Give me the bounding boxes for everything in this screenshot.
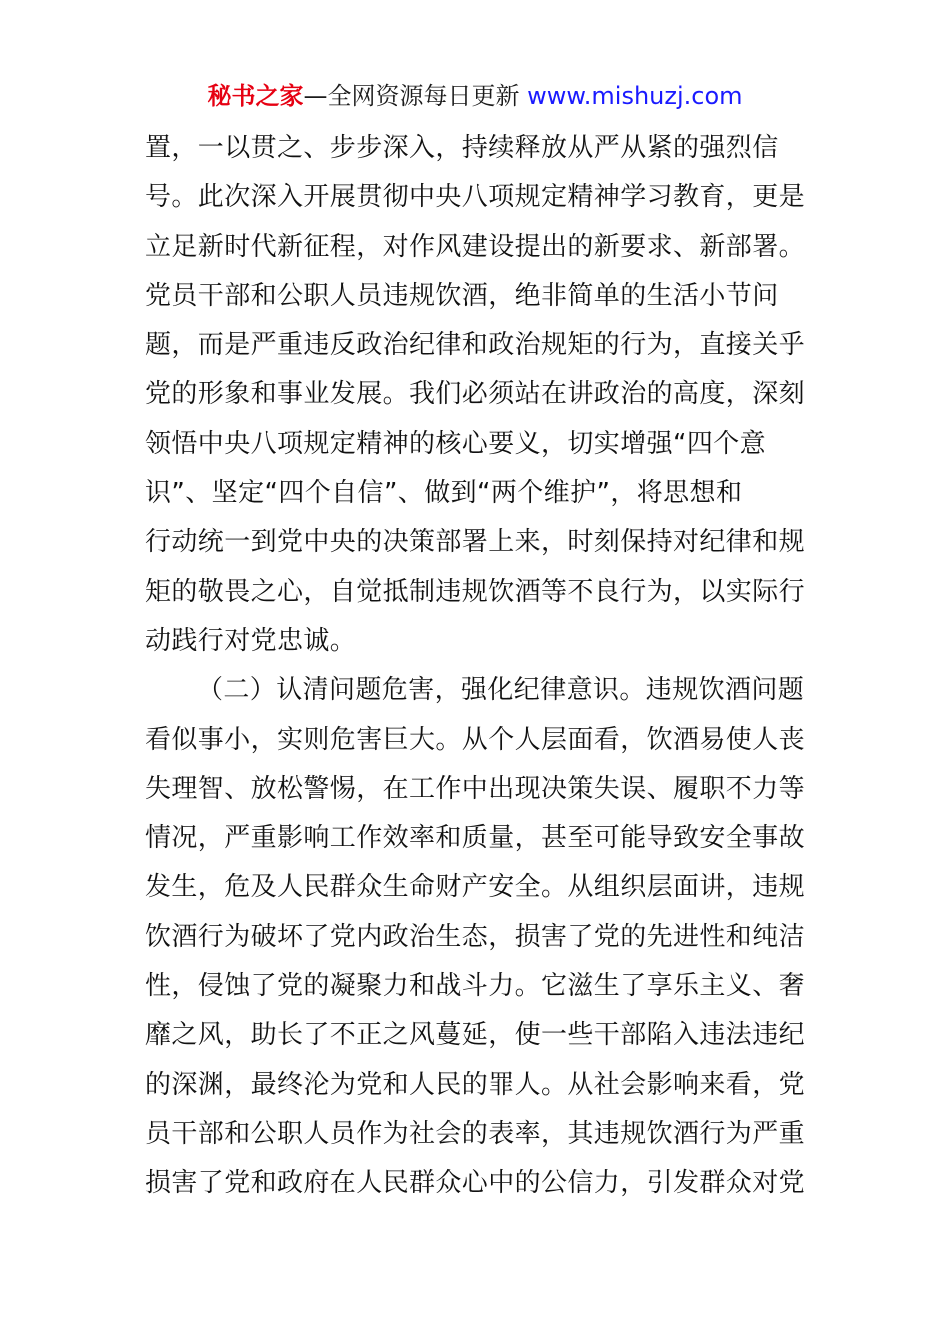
text-line: 发生，危及人民群众生命财产安全。从组织层面讲，违规 [145, 872, 806, 903]
text-line: 性，侵蚀了党的凝聚力和战斗力。它滋生了享乐主义、奢 [145, 971, 806, 1002]
text-line: （二）认清问题危害，强化纪律意识。违规饮酒问题 [197, 675, 805, 706]
text-line: 号。此次深入开展贯彻中央八项规定精神学习教育，更是 [145, 182, 806, 213]
text-line: 领悟中央八项规定精神的核心要义，切实增强“四个意 [145, 428, 767, 459]
text-line: 置，一以贯之、步步深入，持续释放从严从紧的强烈信 [145, 133, 779, 163]
text-line: 动践行对党忠诚。 [145, 625, 357, 656]
page-header [0, 80, 950, 112]
site-url-link[interactable]: www.mishuzj.com [527, 82, 743, 110]
text-line: 识”、坚定“四个自信”、做到“两个维护”，将思想和 [145, 478, 743, 509]
text-line: 员干部和公职人员作为社会的表率，其违规饮酒行为严重 [145, 1118, 806, 1149]
text-line: 靡之风，助长了不正之风蔓延，使一些干部陷入违法违纪 [145, 1020, 806, 1051]
text-line: 饮酒行为破坏了党内政治生态，损害了党的先进性和纯洁 [145, 921, 806, 952]
text-line: 党的形象和事业发展。我们必须站在讲政治的高度，深刻 [145, 379, 806, 410]
text-line: 矩的敬畏之心，自觉抵制违规饮酒等不良行为，以实际行 [145, 576, 806, 607]
brand-name: 秘书之家 [207, 82, 304, 110]
text-line: 党员干部和公职人员违规饮酒，绝非简单的生活小节问 [145, 280, 779, 311]
document-body [145, 124, 810, 1209]
text-line: 失理智、放松警惕，在工作中出现决策失误、履职不力等 [145, 773, 806, 804]
text-line: 立足新时代新征程，对作风建设提出的新要求、新部署。 [145, 231, 806, 262]
text-line: 情况，严重影响工作效率和质量，甚至可能导致安全事故 [145, 823, 806, 854]
text-line: 看似事小，实则危害巨大。从个人层面看，饮酒易使人丧 [145, 724, 806, 755]
header-tagline: —全网资源每日更新 [303, 82, 520, 110]
text-line: 行动统一到党中央的决策部署上来，时刻保持对纪律和规 [145, 527, 806, 558]
text-line: 损害了党和政府在人民群众心中的公信力，引发群众对党 [145, 1168, 806, 1199]
paragraph-1 [145, 124, 810, 666]
text-line: 的深渊，最终沦为党和人民的罪人。从社会影响来看，党 [145, 1069, 806, 1100]
text-line: 题，而是严重违反政治纪律和政治规矩的行为，直接关乎 [145, 330, 806, 361]
paragraph-2 [145, 666, 810, 1208]
